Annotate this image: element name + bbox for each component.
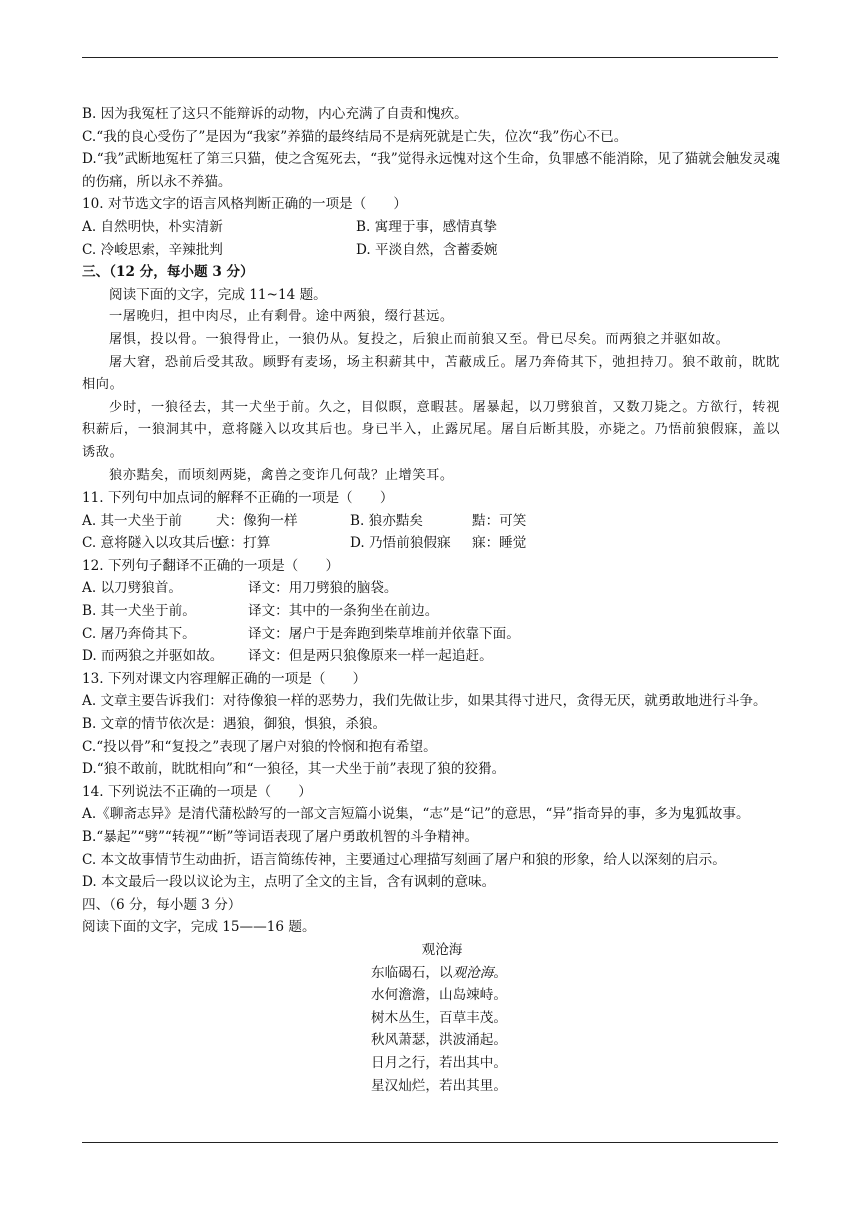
q9-option-d: D.“我”武断地冤枉了第三只猫，使之含冤死去，“我”觉得永远愧对这个生命，负罪感不能消除，见了猫就会触发灵魂的伤痛，所以永不养猫。 (82, 151, 780, 190)
poem-title: 观沧海 (421, 941, 463, 958)
header-rule (82, 57, 778, 58)
section3-heading: 三、（12 分，每小题 3 分） (82, 264, 254, 281)
q12-stem: 12. 下列句子翻译不正确的一项是（ ） (82, 557, 340, 574)
footer-rule (82, 1142, 778, 1143)
q10-option-d: D. 平淡自然，含蓄委婉 (356, 241, 498, 258)
q14-option-d: D. 本文最后一段以议论为主，点明了全文的主旨，含有讽刺的意味。 (82, 874, 496, 891)
q11-option-a-gloss: 犬：像狗一样 (216, 512, 298, 529)
q12-sentence: D. 而两狼之并驱如故。 (82, 648, 224, 665)
q12-sentence: B. 其一犬坐于前。 (82, 603, 196, 620)
section4-heading: 四、（6 分，每小题 3 分） (82, 896, 242, 913)
poem-line: 树木丛生，百草丰茂。 (371, 1009, 507, 1026)
q13-option-c: C.“投以骨”和“复投之”表现了屠户对狼的怜悯和抱有希望。 (82, 738, 437, 755)
q12-translation: 译文：但是两只狼像原来一样一起追赶。 (248, 648, 493, 665)
passage-paragraph: 少时，一狼径去，其一犬坐于前。久之，目似瞑，意暇甚。屠暴起，以刀劈狼首，又数刀毙之。方欲行，转视积薪后，一狼洞其中，意将隧入以攻其后也。身已半入，止露尻尾。屠自后断其股，亦毙之。乃悟前狼假寐，盖以诱敌。 (82, 399, 780, 460)
section3-intro: 阅读下面的文字，完成 11~14 题。 (109, 286, 327, 303)
poem-line: 秋风萧瑟，洪波涌起。 (371, 1032, 507, 1049)
poem-line-text: 东临碣石，以 (371, 964, 453, 981)
passage-paragraph: 一屠晚归，担中肉尽，止有剩骨。途中两狼，缀行甚远。 (109, 309, 454, 325)
document-body (82, 103, 780, 1097)
q12-sentence: A. 以刀劈狼首。 (82, 580, 183, 597)
poem-line-emphasis: 观沧海 (452, 964, 494, 981)
q11-option-d-gloss: 寐：睡觉 (472, 535, 527, 552)
q14-option-a: A.《聊斋志异》是清代蒲松龄写的一部文言短篇小说集，“志”是“记”的意思，“异”指奇异的事，多为鬼狐故事。 (82, 806, 750, 823)
q14-option-c: C. 本文故事情节生动曲折，语言简练传神，主要通过心理描写刻画了屠户和狼的形象，给人以深刻的启示。 (82, 851, 726, 868)
passage-paragraph: 狼亦黠矣，而顷刻两毙，禽兽之变诈几何哉？止增笑耳。 (109, 467, 454, 483)
q12-option-row (82, 577, 780, 600)
q13-option-d: D.“狼不敢前，眈眈相向”和“一狼径，其一犬坐于前”表现了狼的狡猾。 (82, 761, 506, 778)
q11-option-d: D. 乃悟前狼假寐 (350, 535, 451, 552)
q9-option-b: B. 因为我冤枉了这只不能辩诉的动物，内心充满了自责和愧疚。 (82, 106, 468, 122)
q12-option-row (82, 623, 780, 646)
poem-line: 日月之行，若出其中。 (371, 1054, 507, 1071)
q11-option-c: C. 意将隧入以攻其后也 (82, 535, 223, 552)
q10-stem: 10. 对节选文字的语言风格判断正确的一项是（ ） (82, 196, 408, 213)
q12-sentence: C. 屠乃奔倚其下。 (82, 625, 196, 642)
section4-intro: 阅读下面的文字，完成 15——16 题。 (82, 919, 316, 936)
q10-option-b: B. 寓理于事，感情真挚 (356, 218, 497, 235)
poem-line-punct: 。 (493, 964, 507, 981)
passage-paragraph: 屠惧，投以骨。一狼得骨止，一狼仍从。复投之，后狼止而前狼又至。骨已尽矣。而两狼之并驱如故。 (109, 331, 730, 347)
q12-translation: 译文：屠户于是奔跑到柴草堆前并依靠下面。 (248, 625, 520, 642)
q10-options-row (82, 216, 780, 239)
q11-stem: 11. 下列句中加点词的解释不正确的一项是（ ） (82, 490, 394, 507)
q11-option-b: B. 狼亦黠矣 (350, 512, 424, 529)
q12-translation: 译文：用刀劈狼的脑袋。 (248, 580, 398, 597)
q11-options-row (82, 510, 780, 533)
poem-line: 星汉灿烂，若出其里。 (371, 1077, 507, 1094)
q12-option-row (82, 600, 780, 623)
poem-line: 水何澹澹，山岛竦峙。 (371, 987, 507, 1004)
q11-option-c-gloss: 意：打算 (216, 535, 271, 552)
q13-option-a: A. 文章主要告诉我们：对待像狼一样的恶势力，我们先做让步，如果其得寸进尺，贪得无厌，就勇敢地进行斗争。 (82, 693, 767, 710)
q12-translation: 译文：其中的一条狗坐在前边。 (248, 603, 439, 620)
q10-option-c: C. 冷峻思索，辛辣批判 (82, 241, 223, 258)
q13-option-b: B. 文章的情节依次是：遇狼，御狼，惧狼，杀狼。 (82, 716, 387, 733)
q10-options-row (82, 239, 780, 262)
q14-stem: 14. 下列说法不正确的一项是（ ） (82, 783, 312, 800)
q11-option-b-gloss: 黠：可笑 (472, 512, 527, 529)
q12-option-row (82, 645, 780, 668)
q13-stem: 13. 下列对课文内容理解正确的一项是（ ） (82, 670, 367, 687)
passage-paragraph: 屠大窘，恐前后受其敌。顾野有麦场，场主积薪其中，苫蔽成丘。屠乃奔倚其下，弛担持刀。狼不敢前，眈眈相向。 (82, 354, 780, 393)
q10-option-a: A. 自然明快，朴实清新 (82, 218, 223, 235)
q11-options-row (82, 532, 780, 555)
q9-option-c: C.“我的良心受伤了”是因为“我家”养猫的最终结局不是病死就是亡失，位次“我”伤心不已。 (82, 128, 628, 145)
q14-option-b: B.“暴起”“劈”“转视”“断”等词语表现了屠户勇敢机智的斗争精神。 (82, 829, 479, 845)
poem-line (82, 962, 780, 985)
q11-option-a: A. 其一犬坐于前 (82, 512, 183, 529)
